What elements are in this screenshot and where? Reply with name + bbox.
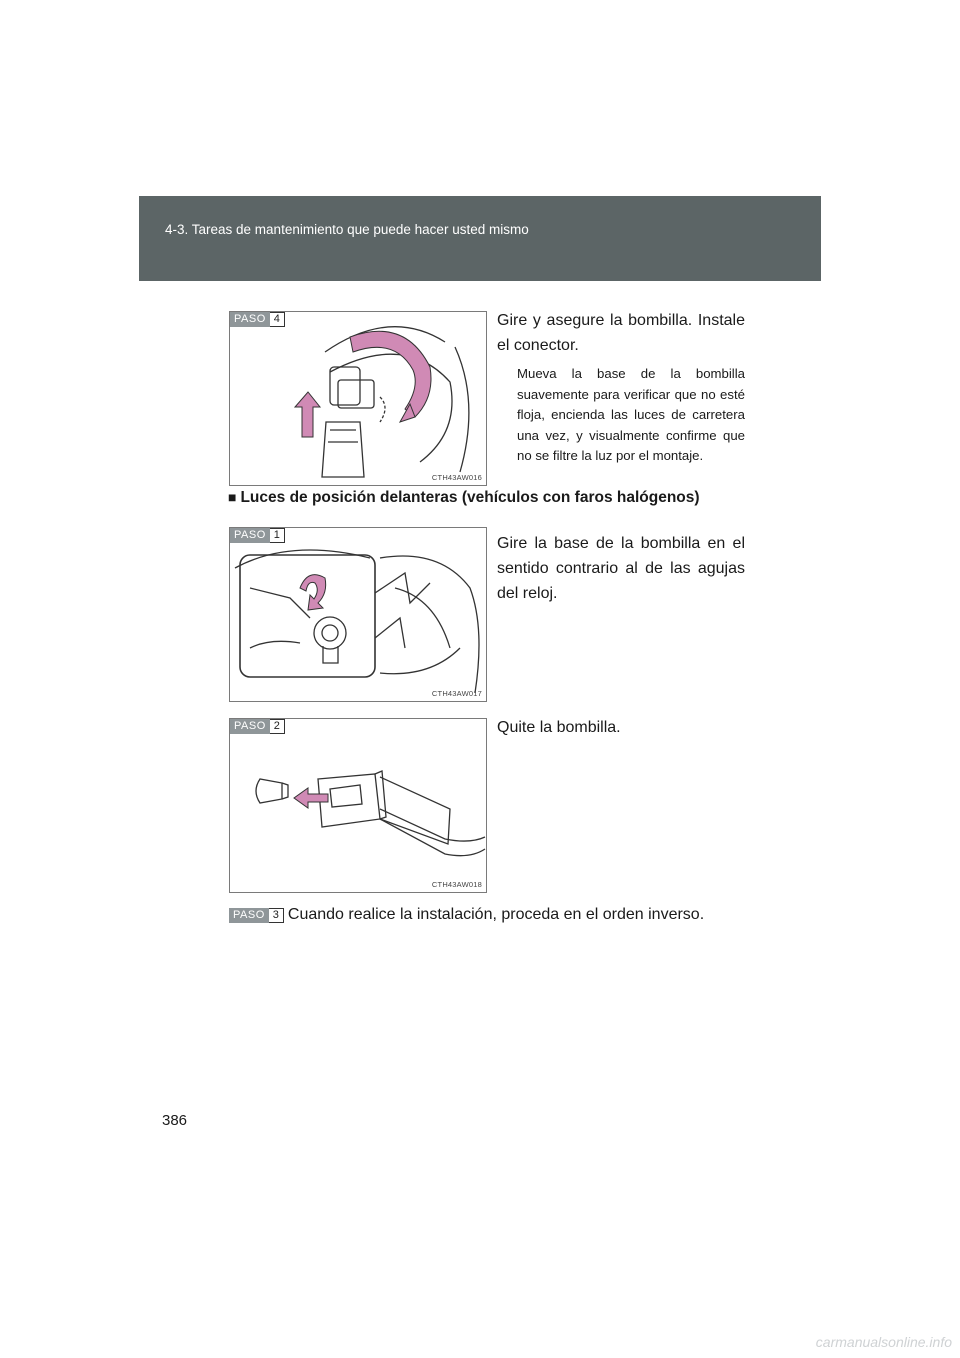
step-badge: PASO 2 — [230, 719, 285, 734]
step-badge: PASO 3 — [229, 908, 284, 923]
step-2-instruction: Quite la bombilla. — [497, 719, 621, 736]
step-4-note: Mueva la base de la bombilla suavemente para verificar que no esté floja, encienda las luces de carretera una vez, y visualmente confirme que no se filtre la luz por el montaje. — [517, 366, 745, 463]
header-section-title: 4-3. Tareas de mantenimiento que puede hacer usted mismo — [165, 222, 529, 237]
section-heading — [228, 489, 700, 507]
chapter-header — [139, 196, 821, 281]
step-3-row — [229, 905, 704, 925]
illustration-bulb-removal — [230, 719, 486, 892]
illustration-headlight-base — [230, 528, 486, 701]
figure-code: CTH43AW016 — [431, 473, 482, 482]
step-1-instruction: Gire la base de la bombilla en el sentido contrario al de las agujas del reloj. — [497, 535, 745, 602]
page-number: 386 — [162, 1112, 188, 1129]
watermark: carmanualsonline.info — [815, 1334, 952, 1350]
step-badge: PASO 4 — [230, 312, 285, 327]
step-3-instruction: Cuando realice la instalación, proceda en el orden inverso. — [287, 906, 705, 923]
step-badge: PASO 1 — [230, 528, 285, 543]
figure-step-2 — [229, 718, 487, 893]
step-4-instruction: Gire y asegure la bombilla. Instale el conector. — [497, 312, 745, 354]
figure-step-4 — [229, 311, 487, 486]
figure-code: CTH43AW018 — [431, 880, 482, 889]
illustration-bulb-connector — [230, 312, 486, 485]
figure-step-1 — [229, 527, 487, 702]
section-marker: ■ — [228, 489, 237, 505]
section-title: Luces de posición delanteras (vehículos con faros halógenos) — [240, 489, 700, 506]
figure-code: CTH43AW017 — [431, 689, 482, 698]
